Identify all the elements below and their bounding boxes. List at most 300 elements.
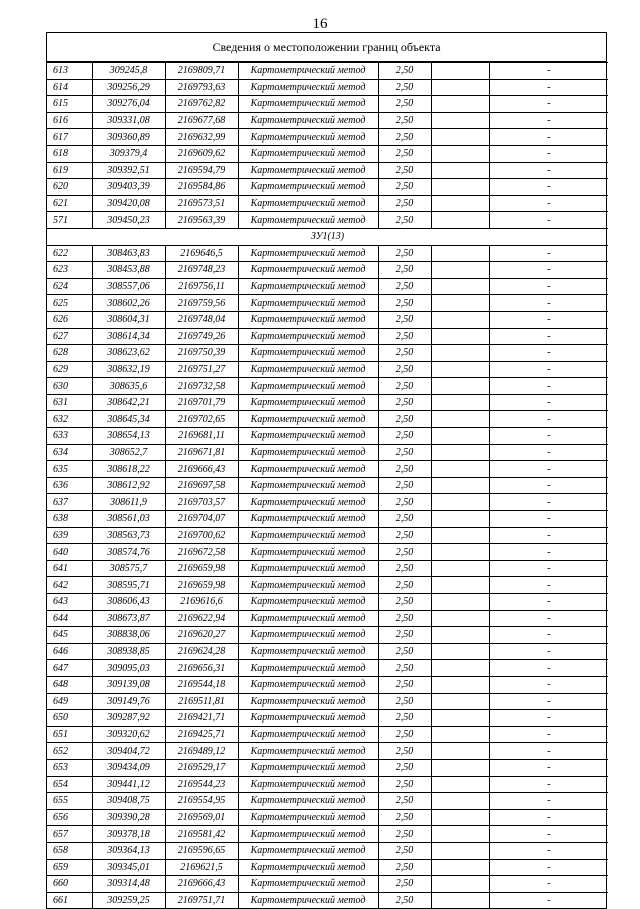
x-coordinate-cell: 308557,06	[92, 278, 165, 295]
method-cell: Картометрический метод	[238, 610, 378, 627]
description-cell: -	[489, 212, 608, 229]
description-cell: -	[489, 726, 608, 743]
point-number-cell: 652	[47, 743, 92, 760]
point-number-cell: 657	[47, 826, 92, 843]
point-number-cell: 624	[47, 278, 92, 295]
point-number-cell: 651	[47, 726, 92, 743]
method-cell: Картометрический метод	[238, 643, 378, 660]
accuracy-cell: 2,50	[378, 660, 431, 677]
method-cell: Картометрический метод	[238, 212, 378, 229]
y-coordinate-cell: 2169759,56	[165, 295, 238, 312]
accuracy-cell: 2,50	[378, 63, 431, 80]
y-coordinate-cell: 2169703,57	[165, 494, 238, 511]
y-coordinate-cell: 2169666,43	[165, 876, 238, 893]
accuracy-cell: 2,50	[378, 394, 431, 411]
accuracy-cell: 2,50	[378, 444, 431, 461]
x-coordinate-cell: 308838,06	[92, 627, 165, 644]
method-cell: Картометрический метод	[238, 710, 378, 727]
y-coordinate-cell: 2169750,39	[165, 345, 238, 362]
y-coordinate-cell: 2169544,18	[165, 676, 238, 693]
point-number-cell: 642	[47, 577, 92, 594]
y-coordinate-cell: 2169672,58	[165, 544, 238, 561]
method-cell: Картометрический метод	[238, 96, 378, 113]
point-number-cell: 622	[47, 245, 92, 262]
table-row	[47, 560, 608, 577]
description-cell: -	[489, 610, 608, 627]
point-number-cell: 614	[47, 79, 92, 96]
accuracy-cell: 2,50	[378, 809, 431, 826]
point-number-cell: 620	[47, 179, 92, 196]
x-coordinate-cell: 309379,4	[92, 145, 165, 162]
empty-cell	[431, 676, 489, 693]
table-row	[47, 676, 608, 693]
y-coordinate-cell: 2169584,86	[165, 179, 238, 196]
empty-cell	[431, 793, 489, 810]
y-coordinate-cell: 2169749,26	[165, 328, 238, 345]
point-number-cell: 634	[47, 444, 92, 461]
description-cell: -	[489, 511, 608, 528]
accuracy-cell: 2,50	[378, 842, 431, 859]
method-cell: Картометрический метод	[238, 511, 378, 528]
point-number-cell: 617	[47, 129, 92, 146]
table-row	[47, 461, 608, 478]
description-cell: -	[489, 345, 608, 362]
x-coordinate-cell: 309139,08	[92, 676, 165, 693]
accuracy-cell: 2,50	[378, 311, 431, 328]
table-row	[47, 544, 608, 561]
x-coordinate-cell: 309245,8	[92, 63, 165, 80]
parcel-subheader: ЗУ1(13)	[47, 228, 608, 245]
accuracy-cell: 2,50	[378, 345, 431, 362]
accuracy-cell: 2,50	[378, 79, 431, 96]
x-coordinate-cell: 308602,26	[92, 295, 165, 312]
description-cell: -	[489, 428, 608, 445]
method-cell: Картометрический метод	[238, 477, 378, 494]
x-coordinate-cell: 309441,12	[92, 776, 165, 793]
point-number-cell: 571	[47, 212, 92, 229]
empty-cell	[431, 461, 489, 478]
description-cell: -	[489, 96, 608, 113]
description-cell: -	[489, 63, 608, 80]
empty-cell	[431, 63, 489, 80]
accuracy-cell: 2,50	[378, 676, 431, 693]
x-coordinate-cell: 308463,83	[92, 245, 165, 262]
x-coordinate-cell: 309364,13	[92, 842, 165, 859]
table-row	[47, 245, 608, 262]
x-coordinate-cell: 309276,04	[92, 96, 165, 113]
table-row	[47, 162, 608, 179]
point-number-cell: 655	[47, 793, 92, 810]
x-coordinate-cell: 309360,89	[92, 129, 165, 146]
description-cell: -	[489, 892, 608, 908]
accuracy-cell: 2,50	[378, 759, 431, 776]
description-cell: -	[489, 710, 608, 727]
method-cell: Картометрический метод	[238, 842, 378, 859]
method-cell: Картометрический метод	[238, 494, 378, 511]
description-cell: -	[489, 643, 608, 660]
point-number-cell: 640	[47, 544, 92, 561]
empty-cell	[431, 594, 489, 611]
y-coordinate-cell: 2169554,95	[165, 793, 238, 810]
method-cell: Картометрический метод	[238, 892, 378, 908]
accuracy-cell: 2,50	[378, 162, 431, 179]
method-cell: Картометрический метод	[238, 112, 378, 129]
table-row	[47, 195, 608, 212]
empty-cell	[431, 527, 489, 544]
empty-cell	[431, 96, 489, 113]
point-number-cell: 632	[47, 411, 92, 428]
method-cell: Картометрический метод	[238, 759, 378, 776]
description-cell: -	[489, 262, 608, 279]
y-coordinate-cell: 2169581,42	[165, 826, 238, 843]
table-row	[47, 710, 608, 727]
table-row	[47, 278, 608, 295]
description-cell: -	[489, 594, 608, 611]
y-coordinate-cell: 2169621,5	[165, 859, 238, 876]
accuracy-cell: 2,50	[378, 710, 431, 727]
empty-cell	[431, 295, 489, 312]
description-cell: -	[489, 577, 608, 594]
method-cell: Картометрический метод	[238, 79, 378, 96]
y-coordinate-cell: 2169594,79	[165, 162, 238, 179]
accuracy-cell: 2,50	[378, 295, 431, 312]
method-cell: Картометрический метод	[238, 560, 378, 577]
empty-cell	[431, 859, 489, 876]
x-coordinate-cell: 308642,21	[92, 394, 165, 411]
accuracy-cell: 2,50	[378, 195, 431, 212]
description-cell: -	[489, 743, 608, 760]
point-number-cell: 653	[47, 759, 92, 776]
empty-cell	[431, 195, 489, 212]
point-number-cell: 659	[47, 859, 92, 876]
x-coordinate-cell: 309149,76	[92, 693, 165, 710]
x-coordinate-cell: 309403,39	[92, 179, 165, 196]
empty-cell	[431, 378, 489, 395]
empty-cell	[431, 345, 489, 362]
empty-cell	[431, 444, 489, 461]
table-row	[47, 295, 608, 312]
empty-cell	[431, 560, 489, 577]
method-cell: Картометрический метод	[238, 693, 378, 710]
accuracy-cell: 2,50	[378, 610, 431, 627]
point-number-cell: 618	[47, 145, 92, 162]
point-number-cell: 625	[47, 295, 92, 312]
table-row	[47, 776, 608, 793]
point-number-cell: 626	[47, 311, 92, 328]
point-number-cell: 646	[47, 643, 92, 660]
method-cell: Картометрический метод	[238, 162, 378, 179]
x-coordinate-cell: 308635,6	[92, 378, 165, 395]
accuracy-cell: 2,50	[378, 726, 431, 743]
description-cell: -	[489, 461, 608, 478]
empty-cell	[431, 643, 489, 660]
y-coordinate-cell: 2169646,5	[165, 245, 238, 262]
table-row	[47, 361, 608, 378]
y-coordinate-cell: 2169751,27	[165, 361, 238, 378]
accuracy-cell: 2,50	[378, 594, 431, 611]
accuracy-cell: 2,50	[378, 461, 431, 478]
table-row	[47, 112, 608, 129]
x-coordinate-cell: 309390,28	[92, 809, 165, 826]
y-coordinate-cell: 2169620,27	[165, 627, 238, 644]
description-cell: -	[489, 660, 608, 677]
empty-cell	[431, 544, 489, 561]
table-row	[47, 378, 608, 395]
x-coordinate-cell: 309320,62	[92, 726, 165, 743]
point-number-cell: 641	[47, 560, 92, 577]
description-cell: -	[489, 444, 608, 461]
y-coordinate-cell: 2169732,58	[165, 378, 238, 395]
method-cell: Картометрический метод	[238, 859, 378, 876]
empty-cell	[431, 743, 489, 760]
description-cell: -	[489, 676, 608, 693]
description-cell: -	[489, 477, 608, 494]
x-coordinate-cell: 309392,51	[92, 162, 165, 179]
table-row	[47, 411, 608, 428]
accuracy-cell: 2,50	[378, 477, 431, 494]
method-cell: Картометрический метод	[238, 411, 378, 428]
accuracy-cell: 2,50	[378, 793, 431, 810]
description-cell: -	[489, 112, 608, 129]
x-coordinate-cell: 308595,71	[92, 577, 165, 594]
empty-cell	[431, 361, 489, 378]
accuracy-cell: 2,50	[378, 560, 431, 577]
y-coordinate-cell: 2169697,58	[165, 477, 238, 494]
x-coordinate-cell: 308632,19	[92, 361, 165, 378]
x-coordinate-cell: 308938,85	[92, 643, 165, 660]
y-coordinate-cell: 2169656,31	[165, 660, 238, 677]
point-number-cell: 631	[47, 394, 92, 411]
empty-cell	[431, 79, 489, 96]
x-coordinate-cell: 308611,9	[92, 494, 165, 511]
empty-cell	[431, 776, 489, 793]
method-cell: Картометрический метод	[238, 378, 378, 395]
accuracy-cell: 2,50	[378, 428, 431, 445]
empty-cell	[431, 411, 489, 428]
x-coordinate-cell: 309259,25	[92, 892, 165, 908]
point-number-cell: 654	[47, 776, 92, 793]
empty-cell	[431, 876, 489, 893]
empty-cell	[431, 494, 489, 511]
y-coordinate-cell: 2169748,23	[165, 262, 238, 279]
table-row	[47, 428, 608, 445]
description-cell: -	[489, 195, 608, 212]
description-cell: -	[489, 876, 608, 893]
point-number-cell: 644	[47, 610, 92, 627]
description-cell: -	[489, 394, 608, 411]
table-row	[47, 179, 608, 196]
point-number-cell: 650	[47, 710, 92, 727]
empty-cell	[431, 245, 489, 262]
empty-cell	[431, 610, 489, 627]
method-cell: Картометрический метод	[238, 776, 378, 793]
y-coordinate-cell: 2169425,71	[165, 726, 238, 743]
method-cell: Картометрический метод	[238, 743, 378, 760]
method-cell: Картометрический метод	[238, 245, 378, 262]
x-coordinate-cell: 308575,7	[92, 560, 165, 577]
y-coordinate-cell: 2169681,11	[165, 428, 238, 445]
x-coordinate-cell: 309434,09	[92, 759, 165, 776]
empty-cell	[431, 710, 489, 727]
x-coordinate-cell: 309095,03	[92, 660, 165, 677]
y-coordinate-cell: 2169659,98	[165, 560, 238, 577]
y-coordinate-cell: 2169751,71	[165, 892, 238, 908]
point-number-cell: 649	[47, 693, 92, 710]
table-row	[47, 759, 608, 776]
accuracy-cell: 2,50	[378, 876, 431, 893]
accuracy-cell: 2,50	[378, 743, 431, 760]
y-coordinate-cell: 2169596,65	[165, 842, 238, 859]
x-coordinate-cell: 308652,7	[92, 444, 165, 461]
point-number-cell: 627	[47, 328, 92, 345]
method-cell: Картометрический метод	[238, 311, 378, 328]
description-cell: -	[489, 809, 608, 826]
point-number-cell: 638	[47, 511, 92, 528]
y-coordinate-cell: 2169569,01	[165, 809, 238, 826]
table-heading: Сведения о местоположении границ объекта	[47, 33, 606, 62]
table-row	[47, 328, 608, 345]
point-number-cell: 616	[47, 112, 92, 129]
method-cell: Картометрический метод	[238, 394, 378, 411]
x-coordinate-cell: 309345,01	[92, 859, 165, 876]
table-row	[47, 826, 608, 843]
x-coordinate-cell: 309287,92	[92, 710, 165, 727]
empty-cell	[431, 809, 489, 826]
y-coordinate-cell: 2169762,82	[165, 96, 238, 113]
x-coordinate-cell: 309404,72	[92, 743, 165, 760]
y-coordinate-cell: 2169809,71	[165, 63, 238, 80]
table-row	[47, 96, 608, 113]
method-cell: Картометрический метод	[238, 627, 378, 644]
table-row	[47, 610, 608, 627]
method-cell: Картометрический метод	[238, 726, 378, 743]
y-coordinate-cell: 2169573,51	[165, 195, 238, 212]
method-cell: Картометрический метод	[238, 577, 378, 594]
table-row	[47, 660, 608, 677]
accuracy-cell: 2,50	[378, 577, 431, 594]
description-cell: -	[489, 759, 608, 776]
method-cell: Картометрический метод	[238, 544, 378, 561]
x-coordinate-cell: 309331,08	[92, 112, 165, 129]
y-coordinate-cell: 2169671,81	[165, 444, 238, 461]
y-coordinate-cell: 2169609,62	[165, 145, 238, 162]
point-number-cell: 621	[47, 195, 92, 212]
point-number-cell: 660	[47, 876, 92, 893]
y-coordinate-cell: 2169704,07	[165, 511, 238, 528]
point-number-cell: 623	[47, 262, 92, 279]
method-cell: Картометрический метод	[238, 195, 378, 212]
x-coordinate-cell: 309420,08	[92, 195, 165, 212]
y-coordinate-cell: 2169511,81	[165, 693, 238, 710]
method-cell: Картометрический метод	[238, 676, 378, 693]
description-cell: -	[489, 328, 608, 345]
table-row	[47, 793, 608, 810]
accuracy-cell: 2,50	[378, 145, 431, 162]
x-coordinate-cell: 308563,73	[92, 527, 165, 544]
table-row	[47, 345, 608, 362]
y-coordinate-cell: 2169700,62	[165, 527, 238, 544]
y-coordinate-cell: 2169632,99	[165, 129, 238, 146]
table-row	[47, 842, 608, 859]
accuracy-cell: 2,50	[378, 892, 431, 908]
table-row	[47, 262, 608, 279]
description-cell: -	[489, 311, 608, 328]
accuracy-cell: 2,50	[378, 693, 431, 710]
x-coordinate-cell: 308623,62	[92, 345, 165, 362]
method-cell: Картометрический метод	[238, 461, 378, 478]
description-cell: -	[489, 378, 608, 395]
y-coordinate-cell: 2169793,63	[165, 79, 238, 96]
y-coordinate-cell: 2169624,28	[165, 643, 238, 660]
accuracy-cell: 2,50	[378, 776, 431, 793]
empty-cell	[431, 477, 489, 494]
table-row	[47, 129, 608, 146]
accuracy-cell: 2,50	[378, 627, 431, 644]
accuracy-cell: 2,50	[378, 527, 431, 544]
y-coordinate-cell: 2169529,17	[165, 759, 238, 776]
table-row	[47, 311, 608, 328]
point-number-cell: 637	[47, 494, 92, 511]
point-number-cell: 656	[47, 809, 92, 826]
empty-cell	[431, 145, 489, 162]
empty-cell	[431, 428, 489, 445]
accuracy-cell: 2,50	[378, 411, 431, 428]
empty-cell	[431, 311, 489, 328]
accuracy-cell: 2,50	[378, 511, 431, 528]
method-cell: Картометрический метод	[238, 345, 378, 362]
method-cell: Картометрический метод	[238, 793, 378, 810]
empty-cell	[431, 627, 489, 644]
description-cell: -	[489, 162, 608, 179]
table-row	[47, 527, 608, 544]
x-coordinate-cell: 309256,29	[92, 79, 165, 96]
x-coordinate-cell: 309408,75	[92, 793, 165, 810]
method-cell: Картометрический метод	[238, 876, 378, 893]
method-cell: Картометрический метод	[238, 129, 378, 146]
accuracy-cell: 2,50	[378, 859, 431, 876]
table-row	[47, 444, 608, 461]
empty-cell	[431, 212, 489, 229]
description-cell: -	[489, 793, 608, 810]
table-row	[47, 394, 608, 411]
x-coordinate-cell: 308645,34	[92, 411, 165, 428]
empty-cell	[431, 129, 489, 146]
accuracy-cell: 2,50	[378, 245, 431, 262]
point-number-cell: 619	[47, 162, 92, 179]
table-row	[47, 859, 608, 876]
y-coordinate-cell: 2169616,6	[165, 594, 238, 611]
table-row	[47, 743, 608, 760]
description-cell: -	[489, 245, 608, 262]
x-coordinate-cell: 308574,76	[92, 544, 165, 561]
point-number-cell: 636	[47, 477, 92, 494]
table-row	[47, 726, 608, 743]
x-coordinate-cell: 308673,87	[92, 610, 165, 627]
x-coordinate-cell: 308612,92	[92, 477, 165, 494]
point-number-cell: 629	[47, 361, 92, 378]
point-number-cell: 635	[47, 461, 92, 478]
method-cell: Картометрический метод	[238, 527, 378, 544]
empty-cell	[431, 826, 489, 843]
method-cell: Картометрический метод	[238, 444, 378, 461]
point-number-cell: 633	[47, 428, 92, 445]
description-cell: -	[489, 361, 608, 378]
description-cell: -	[489, 129, 608, 146]
method-cell: Картометрический метод	[238, 328, 378, 345]
empty-cell	[431, 262, 489, 279]
y-coordinate-cell: 2169677,68	[165, 112, 238, 129]
empty-cell	[431, 577, 489, 594]
